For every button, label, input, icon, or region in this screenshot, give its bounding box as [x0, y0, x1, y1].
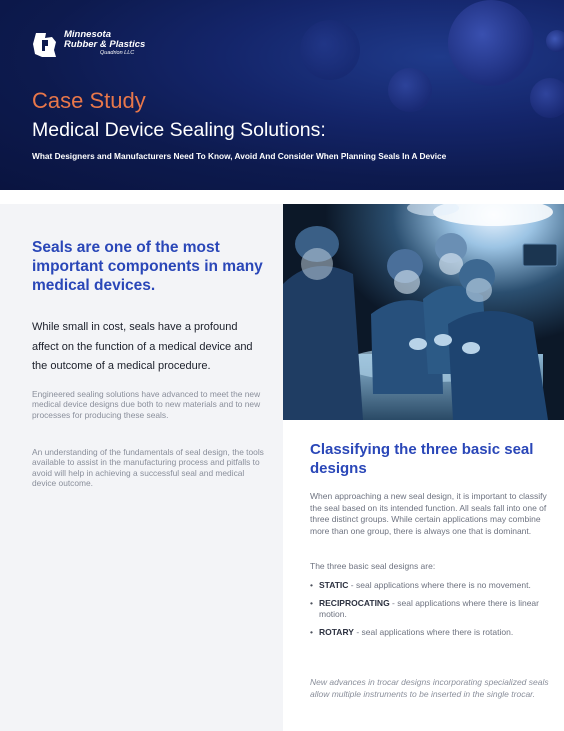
list-item-term: STATIC [319, 580, 349, 590]
page-title: Medical Device Sealing Solutions: [32, 119, 326, 141]
list-item-term: RECIPROCATING [319, 597, 390, 608]
page-subtitle: What Designers and Manufacturers Need To Know, Avoid And Consider When Planning Seals In A Device [32, 151, 447, 161]
section-intro: When approaching a new seal design, it is important to classify the seal based on its intended function. All seals fall into one of three distinct groups. While certain applications may combine more than one group, there is always one that is dominant. [310, 491, 547, 536]
body-paragraph: Engineered sealing solutions have advanced to meet the new medical device designs due both to new materials and to new processes for producing these seals. [32, 389, 261, 420]
decorative-bubble [448, 0, 534, 86]
section-heading: Classifying the three basic seal designs [310, 441, 534, 477]
decorative-bubble [530, 78, 564, 118]
list-item [310, 598, 550, 621]
trocar-note: New advances in trocar designs incorporating specialized seals allow multiple instruments to be inserted in the single trocar. [310, 677, 549, 699]
bullet-icon: • [310, 626, 313, 637]
list-item-term: ROTARY [319, 626, 354, 637]
lead-paragraph: While small in cost, seals have a profound affect on the function of a medical device and the outcome of a medical procedure. [32, 321, 253, 372]
bullet-icon: • [310, 580, 313, 590]
decorative-bubble [300, 20, 360, 80]
list-item-text: - seal applications where there is rotation. [353, 626, 514, 637]
list-item [310, 627, 550, 639]
company-logo[interactable] [30, 30, 145, 60]
list-item-text: - seal applications where there is no movement. [348, 580, 531, 590]
list-item-text: - seal applications where there is linear motion. [319, 597, 539, 620]
seal-design-list [310, 580, 550, 644]
decorative-bubble [388, 68, 432, 112]
list-intro: The three basic seal designs are: [310, 561, 436, 571]
body-paragraph: An understanding of the fundamentals of seal design, the tools available to assist in the manufacturing process and pitfalls to avoid will help in achieving a successful seal and medical device outcome. [32, 447, 264, 489]
logo-text-line3: Quadrion LLC [100, 50, 135, 56]
left-heading: Seals are one of the most important components in many medical devices. [32, 239, 263, 294]
surgery-photo [283, 204, 564, 420]
header-banner [0, 0, 564, 190]
logo-text-line1: Minnesota [64, 29, 111, 40]
decorative-bubble [546, 30, 564, 52]
bullet-icon: • [310, 597, 313, 608]
surgery-scene-illustration [283, 204, 564, 420]
minnesota-state-icon [30, 30, 60, 60]
logo-text-line2: Rubber & Plastics [64, 39, 146, 50]
case-study-label: Case Study [32, 88, 146, 113]
list-item [310, 580, 550, 592]
